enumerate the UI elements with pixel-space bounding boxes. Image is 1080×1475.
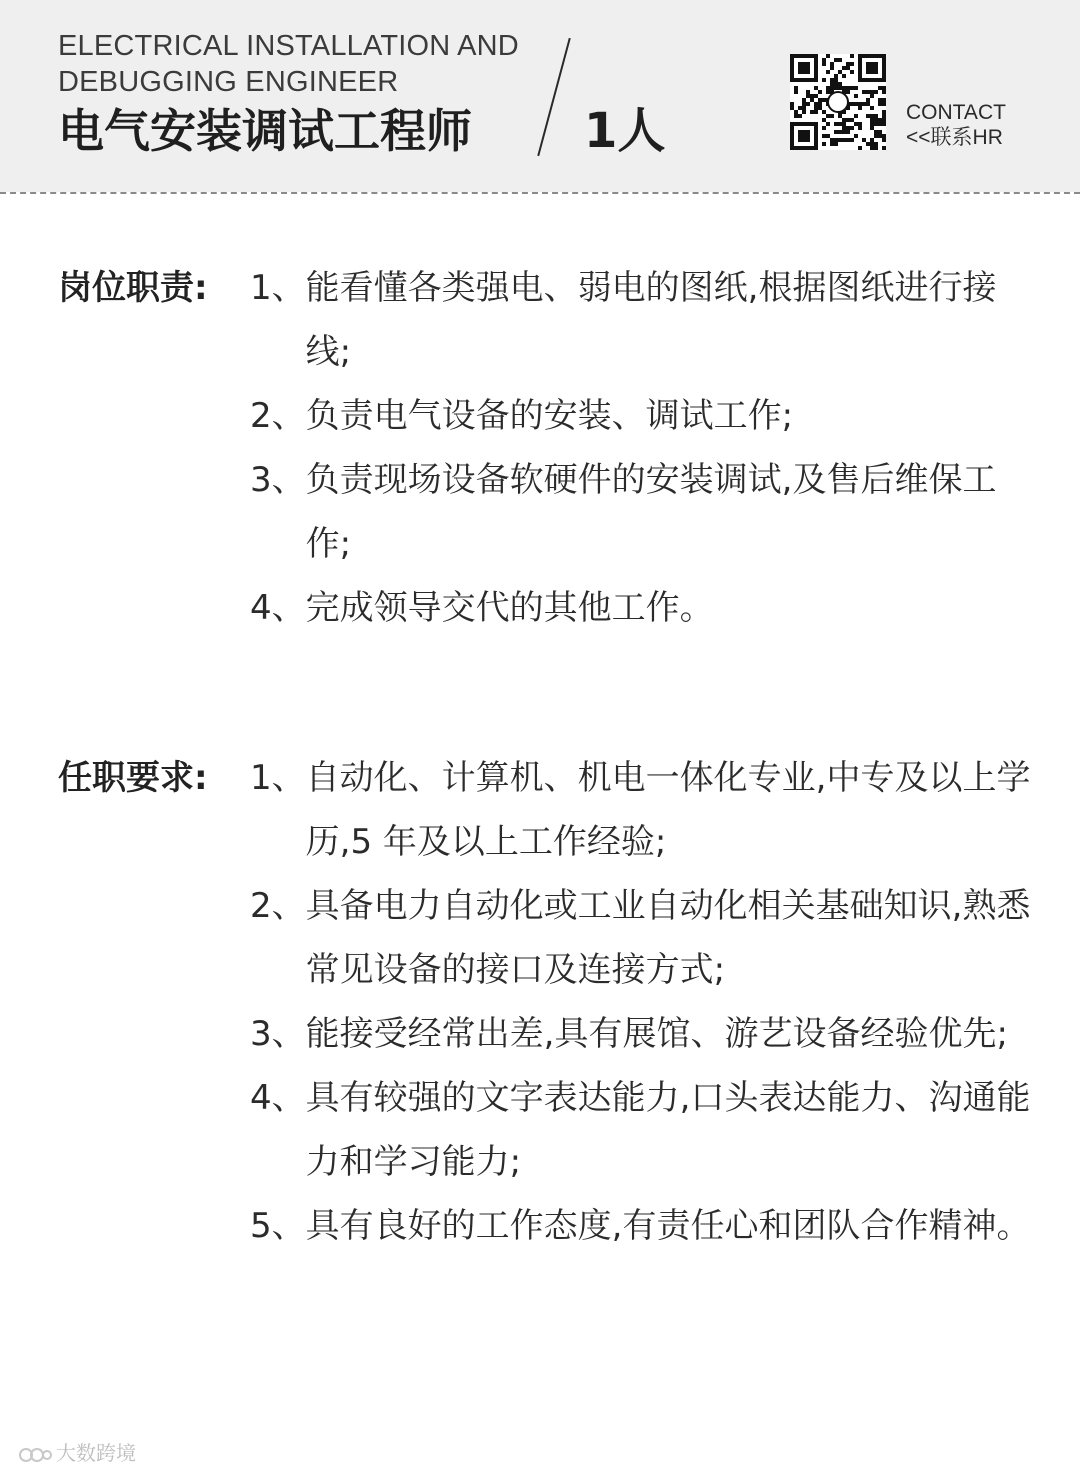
watermark [18,1440,136,1466]
list-item-number: 1、 [250,758,306,798]
list-item-text: 具有良好的工作态度,有责任心和团队合作精神。 [305,1206,1031,1246]
list-item-number: 3、 [250,1014,306,1054]
list-item [250,384,1040,448]
headcount: 1人 [584,103,666,159]
list-item-text: 能接受经常出差,具有展馆、游艺设备经验优先; [305,1014,1008,1054]
title-english [58,28,528,100]
list-item-number: 5、 [250,1206,306,1246]
title-english-line1: ELECTRICAL INSTALLATION AND [58,30,519,62]
title-english-line2: DEBUGGING ENGINEER [58,66,399,98]
duties-list [250,256,1040,640]
list-item [250,448,1040,576]
list-item-text: 负责现场设备软硬件的安装调试,及售后维保工作; [305,460,997,564]
list-item-number: 1、 [250,268,306,308]
requirements-list [250,746,1040,1258]
list-item-text: 完成领导交代的其他工作。 [305,588,714,628]
list-item-number: 3、 [250,460,306,500]
requirements-label: 任职要求: [58,758,208,798]
list-item-text: 具备电力自动化或工业自动化相关基础知识,熟悉常见设备的接口及连接方式; [305,886,1031,990]
list-item [250,874,1040,1002]
list-item-text: 具有较强的文字表达能力,口头表达能力、沟通能力和学习能力; [305,1078,1031,1182]
duties-label: 岗位职责: [58,268,208,308]
list-item [250,256,1040,384]
list-item [250,1002,1040,1066]
watermark-text: 大数跨境 [56,1441,136,1465]
list-item-text: 自动化、计算机、机电一体化专业,中专及以上学历,5 年及以上工作经验; [305,758,1031,862]
contact-block[interactable] [906,100,1006,150]
list-item-text: 负责电气设备的安装、调试工作; [305,396,794,436]
dashed-divider [0,192,1080,194]
job-title: 电气安装调试工程师 [58,104,472,158]
list-item-text: 能看懂各类强电、弱电的图纸,根据图纸进行接线; [305,268,997,372]
list-item-number: 4、 [250,588,306,628]
contact-sub: <<联系HR [906,126,1003,149]
list-item [250,746,1040,874]
list-item-number: 4、 [250,1078,306,1118]
list-item [250,1066,1040,1194]
list-item-number: 2、 [250,396,306,436]
list-item [250,576,1040,640]
watermark-logo-icon [18,1444,52,1466]
qr-code-icon[interactable] [790,54,886,150]
list-item [250,1194,1040,1258]
contact-label: CONTACT [906,101,1006,124]
qr-code-graphic [790,54,886,150]
list-item-number: 2、 [250,886,306,926]
